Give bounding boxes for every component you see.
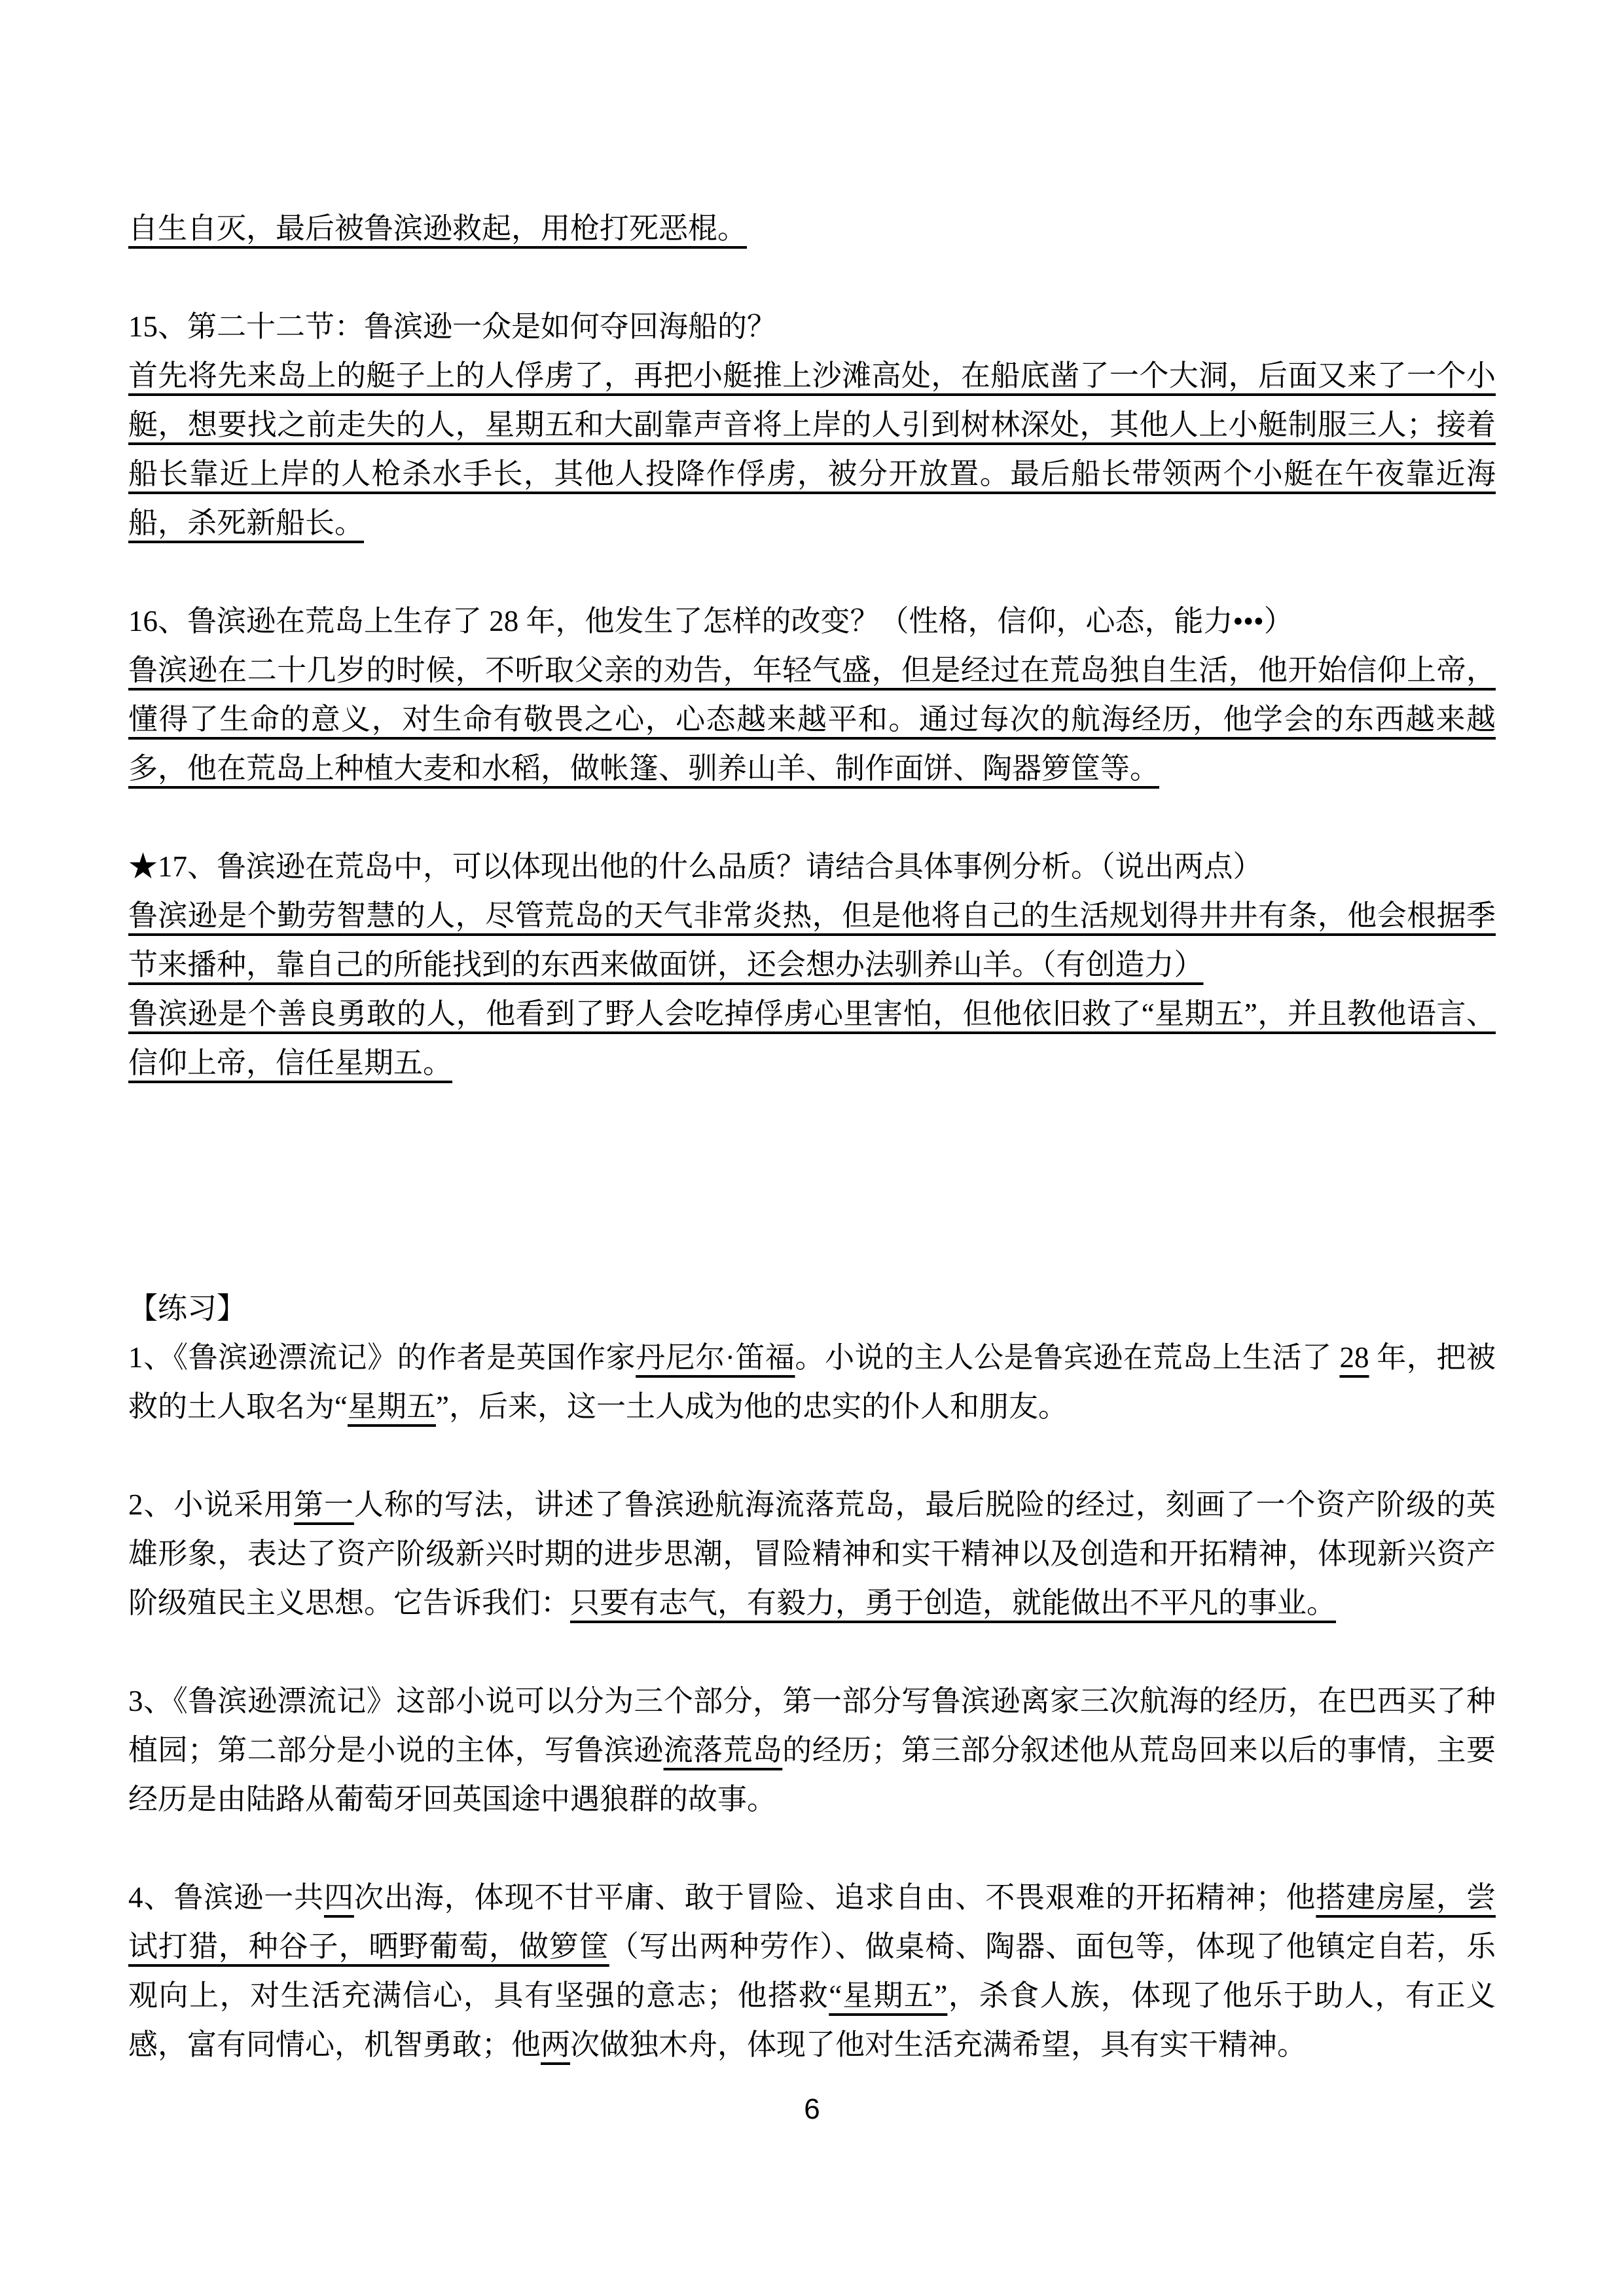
answer-16 (128, 646, 1496, 793)
text: ，杀食人族，体现了他乐于助人，有正义感，富有同情心，机智勇敢；他 (128, 1979, 1496, 2061)
underlined-text: 两 (541, 2028, 571, 2061)
blank-line (128, 1235, 1496, 1284)
text: 2、小说采用 (128, 1488, 295, 1521)
text: 次出海，体现不甘平庸、敢于冒险、追求自由、不畏艰难的开拓精神；他 (353, 1881, 1316, 1914)
text: ★17、鲁滨逊在荒岛中，可以体现出他的什么品质？请结合具体事例分析。（说出两点） (128, 850, 1263, 883)
underlined-text: 鲁滨逊是个勤劳智慧的人，尽管荒岛的天气非常炎热，但是他将自己的生活规划得井井有条，他会根据季节来播种，靠自己的所能找到的东西来做面饼，还会想办法驯养山羊。（有创造力） (128, 899, 1496, 981)
practice-item-3 (128, 1677, 1496, 1824)
text: ”，后来，这一土人成为他的忠实的仆人和朋友。 (436, 1390, 1068, 1423)
underlined-text: 第一 (294, 1488, 354, 1521)
text: 3、《鲁滨逊漂流记》这部小说可以分为三个部分，第一部分写鲁滨逊离家三次航海的经历，在巴西买了种植园；第二部分是小说的主体，写鲁滨逊 (128, 1685, 1496, 1767)
text: 1、《鲁滨逊漂流记》的作者是英国作家 (128, 1341, 636, 1374)
text: 16、鲁滨逊在荒岛上生存了 28 年，他发生了怎样的改变？（性格，信仰，心态，能力•••） (128, 605, 1293, 637)
underlined-text: 流落荒岛 (663, 1734, 783, 1767)
question-16 (128, 597, 1496, 646)
question-17 (128, 842, 1496, 891)
practice-item-1 (128, 1333, 1496, 1431)
blank-line (128, 548, 1496, 597)
practice-item-4 (128, 1873, 1496, 2070)
text: 的经历；第三部分叙述他从荒岛回来以后的事情，主要经历是由陆路从葡萄牙回英国途中遇狼群的故事。 (128, 1734, 1496, 1816)
blank-line (128, 1824, 1496, 1873)
underlined-text: 四 (323, 1881, 354, 1914)
blank-line (128, 1186, 1496, 1235)
text: 。小说的主人公是鲁宾逊在荒岛上生活了 (795, 1341, 1340, 1374)
text: 年，把被救的土人取名为“ (128, 1341, 1496, 1423)
question-15 (128, 302, 1496, 351)
underlined-text: 首先将先来岛上的艇子上的人俘虏了，再把小艇推上沙滩高处，在船底凿了一个大洞，后面又来了一个小艇，想要找之前走失的人，星期五和大副靠声音将上岸的人引到树林深处，其他人上小艇制服三人；接着船长靠近上岸的人枪杀水手长，其他人投降作俘虏，被分开放置。最后船长带领两个小艇在午夜靠近海船，杀死新船长。 (128, 359, 1496, 539)
underlined-text: 星期五 (347, 1390, 436, 1423)
blank-line (128, 793, 1496, 842)
underlined-text: “星期五” (829, 1979, 948, 2012)
underlined-text: 丹尼尔·笛福 (636, 1341, 795, 1374)
underlined-text: 搭建房屋，尝试打猎，种谷子，晒野葡萄，做箩筐 (128, 1881, 1496, 1963)
text: 【练习】 (128, 1292, 247, 1325)
answer-14-tail (128, 204, 1496, 253)
text: 4、鲁滨逊一共 (128, 1881, 324, 1914)
answer-17-point-2 (128, 990, 1496, 1088)
underlined-text: 28 (1339, 1341, 1369, 1374)
document-content (128, 204, 1496, 2070)
underlined-text: 只要有志气，有毅力，勇于创造，就能做出不平凡的事业。 (570, 1587, 1337, 1619)
practice-item-2 (128, 1480, 1496, 1628)
underlined-text: 鲁滨逊在二十几岁的时候，不听取父亲的劝告，年轻气盛，但是经过在荒岛独自生活，他开始信仰上帝，懂得了生命的意义，对生命有敬畏之心，心态越来越平和。通过每次的航海经历，他学会的东西越来越多，他在荒岛上种植大麦和水稻，做帐篷、驯养山羊、制作面饼、陶器箩筐等。 (128, 654, 1496, 785)
page-number: 6 (804, 2093, 820, 2125)
text: 15、第二十二节：鲁滨逊一众是如何夺回海船的？ (128, 310, 777, 343)
blank-line (128, 1628, 1496, 1677)
underlined-text: 鲁滨逊是个善良勇敢的人，他看到了野人会吃掉俘虏心里害怕，但他依旧救了“星期五”，并且教他语言、信仰上帝，信任星期五。 (128, 997, 1496, 1079)
practice-header (128, 1284, 1496, 1333)
blank-line (128, 1431, 1496, 1480)
answer-15 (128, 351, 1496, 548)
blank-line (128, 1088, 1496, 1137)
underlined-text: 自生自灭，最后被鲁滨逊救起，用枪打死恶棍。 (128, 212, 748, 245)
blank-line (128, 1137, 1496, 1186)
text: （写出两种劳作）、做桌椅、陶器、面包等，体现了他镇定自若，乐观向上，对生活充满信心，具有坚强的意志；他搭救 (128, 1930, 1496, 2012)
answer-17-point-1 (128, 891, 1496, 990)
text: 人称的写法，讲述了鲁滨逊航海流落荒岛，最后脱险的经过，刻画了一个资产阶级的英雄形象，表达了资产阶级新兴时期的进步思潮，冒险精神和实干精神以及创造和开拓精神，体现新兴资产阶级殖民主义思想。它告诉我们： (128, 1488, 1496, 1619)
blank-line (128, 253, 1496, 302)
text: 次做独木舟，体现了他对生活充满希望，具有实干精神。 (570, 2028, 1307, 2061)
